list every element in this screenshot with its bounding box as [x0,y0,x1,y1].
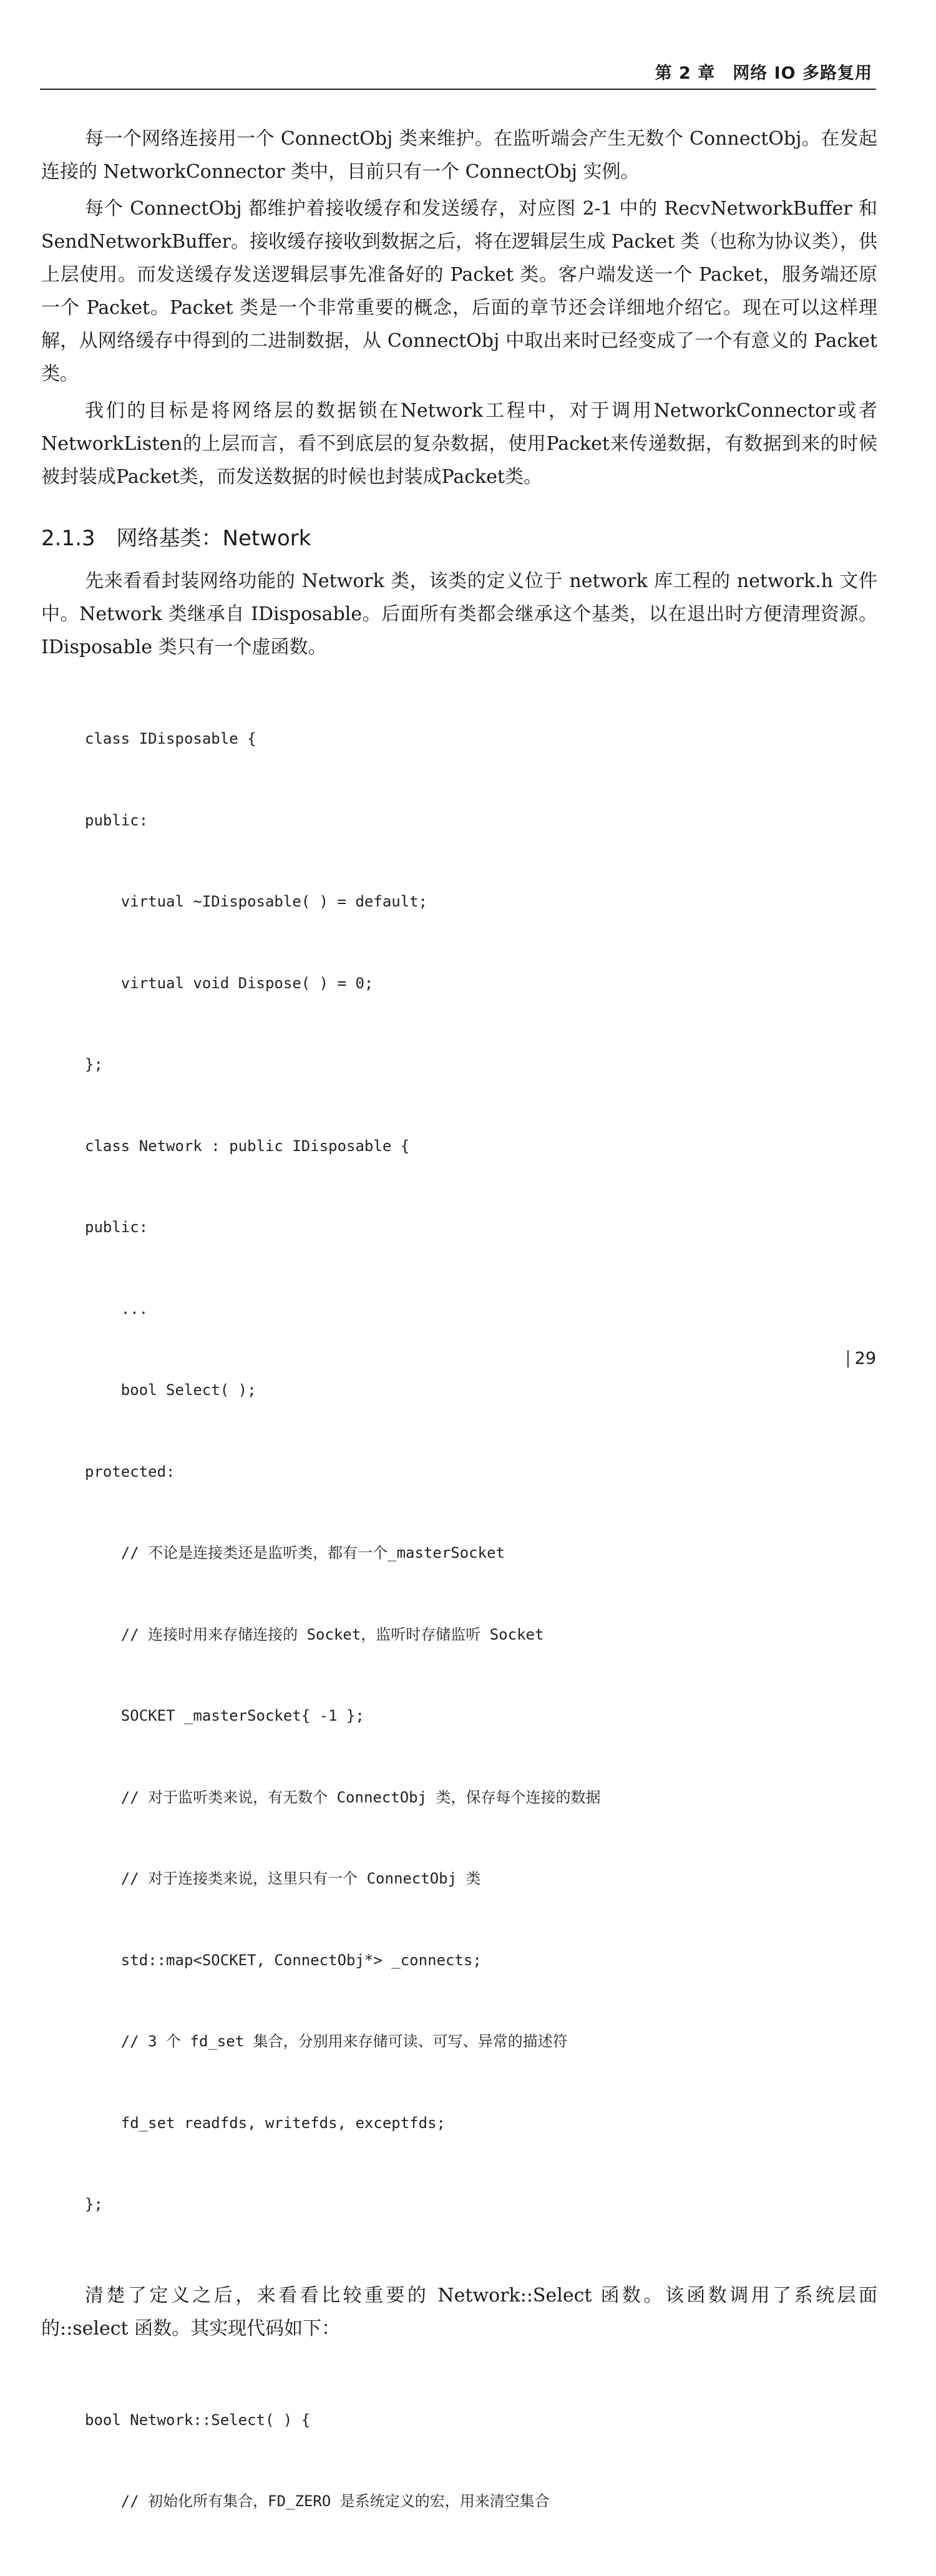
code-line: class Network : public IDisposable { [85,1137,410,1155]
code-line: fd_set readfds, writefds, exceptfds; [85,2114,446,2132]
code-line: class IDisposable { [85,730,256,747]
code-line: // 对于连接类来说，这里只有一个 ConnectObj 类 [85,1870,481,1887]
page-number: 29 [847,1350,876,1368]
code-line: // 对于监听类来说，有无数个 ConnectObj 类，保存每个连接的数据 [85,1788,601,1806]
code-line: std::map<SOCKET, ConnectObj*> _connects; [85,1951,482,1969]
code-line: SOCKET _masterSocket{ -1 }; [85,1707,364,1724]
code-line: // 初始化所有集合，FD_ZERO 是系统定义的宏，用来清空集合 [85,2492,550,2510]
page-header [40,60,876,90]
code-line: bool Select( ); [85,1381,256,1399]
code-line: }; [85,1056,103,1073]
section-heading: 2.1.3 网络基类：Network [41,526,311,551]
code-line: public: [85,1218,149,1236]
code-line: // 连接时用来存储连接的 Socket，监听时存储监听 Socket [85,1625,544,1643]
paragraph: 清楚了定义之后，来看看比较重要的 Network::Select 函数。该函数调用了系统层面的::select 函数。其实现代码如下： [41,2284,877,2340]
code-block-class-definitions [85,671,877,2273]
code-line: // 不论是连接类还是监听类，都有一个_masterSocket [85,1544,505,1562]
paragraph: 我们的目标是将网络层的数据锁在Network工程中，对于调用NetworkConnector或者NetworkListen的上层而言，看不到底层的复杂数据，使用Packet来传递数据，有数据到来的时候被封装成Packet类，而发送数据的时候也封装成Packet类。 [41,400,877,488]
code-line: ... [85,1300,149,1318]
chapter-title: 第 2 章 网络 IO 多路复用 [655,64,872,83]
paragraph: 每个 ConnectObj 都维护着接收缓存和发送缓存，对应图 2-1 中的 RecvNetworkBuffer 和 SendNetworkBuffer。接收缓存接收到数据之后，将在逻辑层生成 Packet 类（也称为协议类），供上层使用。而发送缓存发送逻辑层事先准备好的 Packet 类。客户端发送一个 Packet，服务端还原一个 Packet。Packet 类是一个非常重要的概念，后面的章节还会详细地介绍它。现在可以这样理解，从网络缓存中得到的二进制数据，从 ConnectObj 中取出来时已经变成了一个有意义的 Packet 类。 [41,198,877,385]
code-line: virtual void Dispose( ) = 0; [85,974,374,992]
code-line: // 3 个 fd_set 集合，分别用来存储可读、可写、异常的描述符 [85,2033,568,2050]
code-block-select [85,2353,877,2570]
code-line: virtual ~IDisposable( ) = default; [85,893,428,910]
page-content [41,122,877,2576]
code-line: protected: [85,1462,175,1480]
code-line: bool Network::Select( ) { [85,2411,311,2429]
paragraph: 每一个网络连接用一个 ConnectObj 类来维护。在监听端会产生无数个 ConnectObj。在发起连接的 NetworkConnector 类中，目前只有一个 ConnectObj 实例。 [41,128,877,183]
code-line: public: [85,811,149,829]
paragraph: 先来看看封装网络功能的 Network 类，该类的定义位于 network 库工程的 network.h 文件中。Network 类继承自 IDisposable。后面所有类都会继承这个基类，以在退出时方便清理资源。IDisposable 类只有一个虚函数。 [41,570,877,658]
code-line: }; [85,2195,103,2213]
